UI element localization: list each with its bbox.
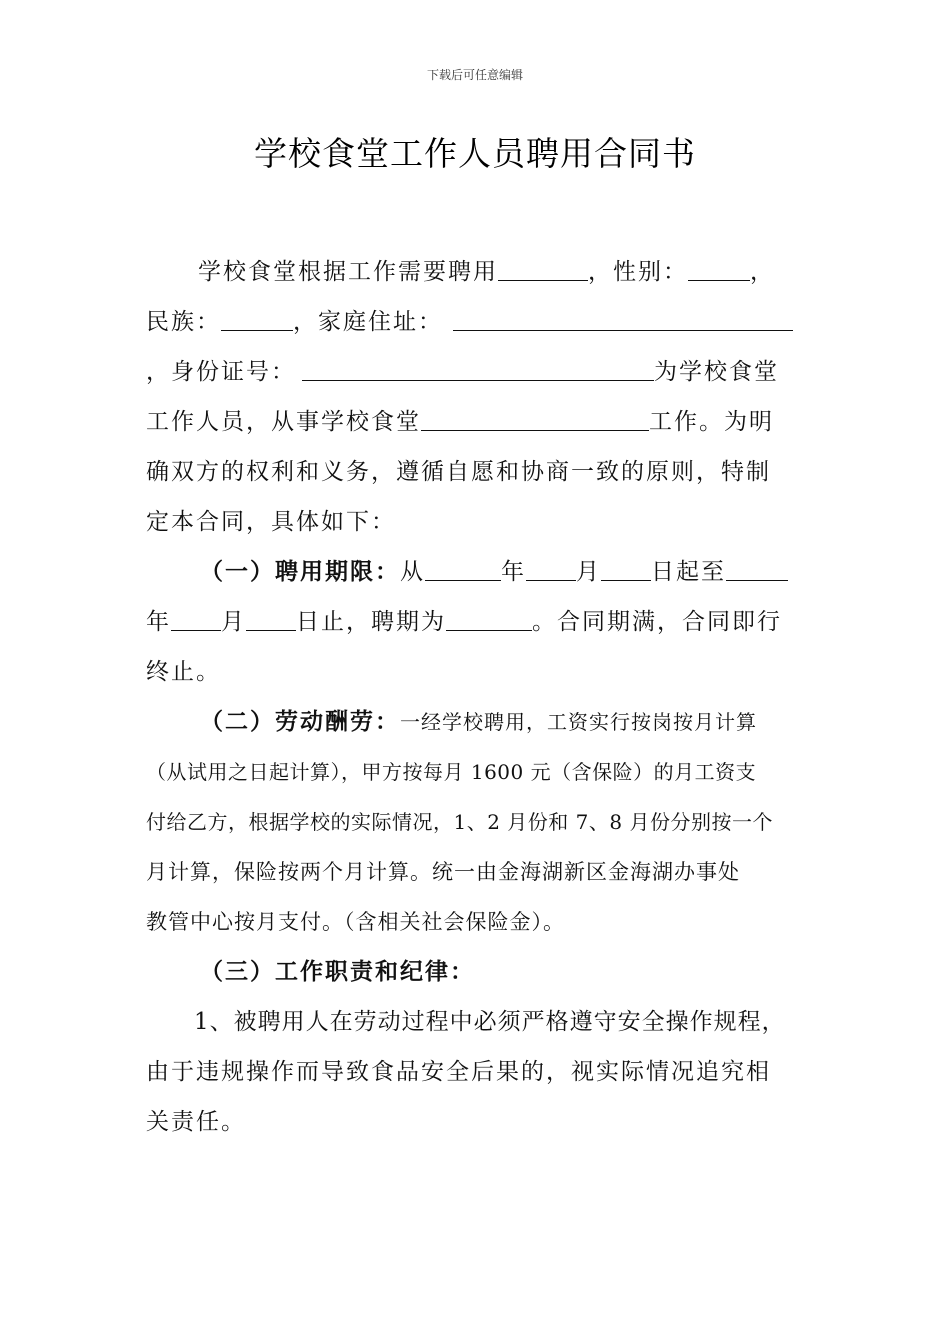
intro-text: 工作。为明	[649, 409, 774, 435]
intro-text: 民族：	[146, 309, 221, 335]
end-year-blank[interactable]	[726, 558, 788, 581]
section3-line-3: 关责任。	[146, 1109, 246, 1135]
section1-text: 月	[576, 559, 601, 585]
ethnicity-blank[interactable]	[221, 308, 293, 331]
intro-line-1	[198, 257, 775, 287]
section1-text: 从	[400, 559, 425, 585]
section1-text: 年	[501, 559, 526, 585]
section2-line-4: 月计算，保险按两个月计算。统一由金海湖新区金海湖办事处	[146, 860, 740, 884]
section1-text: 年	[146, 609, 171, 635]
end-month-blank[interactable]	[171, 608, 221, 631]
intro-text: ，性别：	[588, 259, 688, 285]
intro-line-5: 确双方的权利和义务，遵循自愿和协商一致的原则，特制	[146, 459, 771, 485]
start-month-blank[interactable]	[526, 558, 576, 581]
section3-line-1: 1、被聘用人在劳动过程中必须严格遵守安全操作规程，	[194, 1009, 786, 1035]
term-blank[interactable]	[446, 608, 532, 631]
job-blank[interactable]	[421, 408, 649, 431]
intro-text: ，身份证号：	[146, 359, 296, 385]
section1-text: 。合同期满，合同即行	[532, 609, 782, 635]
section1-line-3: 终止。	[146, 659, 221, 685]
intro-text: ，	[750, 259, 775, 285]
start-year-blank[interactable]	[425, 558, 501, 581]
section2-line-3: 付给乙方，根据学校的实际情况，1、2 月份和 7、8 月份分别按一个	[146, 810, 773, 834]
intro-text: 学校食堂根据工作需要聘用	[198, 259, 498, 285]
intro-text: ，家庭住址：	[293, 309, 443, 335]
address-blank[interactable]	[453, 308, 793, 331]
section2-heading: （二）劳动酬劳：	[200, 708, 400, 735]
end-day-blank[interactable]	[246, 608, 296, 631]
intro-line-3	[146, 357, 779, 387]
header-note: 下载后可任意编辑	[426, 68, 523, 82]
section1-heading: （一）聘用期限：	[200, 558, 400, 585]
section1-text: 日起至	[651, 559, 726, 585]
intro-text: 为学校食堂	[654, 359, 779, 385]
name-blank[interactable]	[498, 258, 588, 281]
id-number-blank[interactable]	[302, 358, 654, 381]
section1-text: 日止，聘期为	[296, 609, 446, 635]
intro-text: 工作人员，从事学校食堂	[146, 409, 421, 435]
section2-line-5: 教管中心按月支付。（含相关社会保险金）。	[146, 910, 565, 934]
section3-heading: （三）工作职责和纪律：	[200, 958, 475, 985]
section1-text: 月	[221, 609, 246, 635]
section2-text: 一经学校聘用，工资实行按岗按月计算	[400, 710, 757, 734]
section3-line-2: 由于违规操作而导致食品安全后果的，视实际情况追究相	[146, 1059, 771, 1085]
intro-line-6: 定本合同，具体如下：	[146, 509, 396, 535]
page-title: 学校食堂工作人员聘用合同书	[254, 134, 696, 173]
section1-line-2	[146, 607, 782, 637]
gender-blank[interactable]	[688, 258, 750, 281]
intro-line-4	[146, 407, 774, 437]
start-day-blank[interactable]	[601, 558, 651, 581]
intro-line-2	[146, 307, 793, 337]
section1-line-1	[200, 557, 788, 587]
section2-line-2: （从试用之日起计算），甲方按每月 1600 元（含保险）的月工资支	[146, 760, 757, 784]
section2-line-1	[200, 707, 757, 737]
